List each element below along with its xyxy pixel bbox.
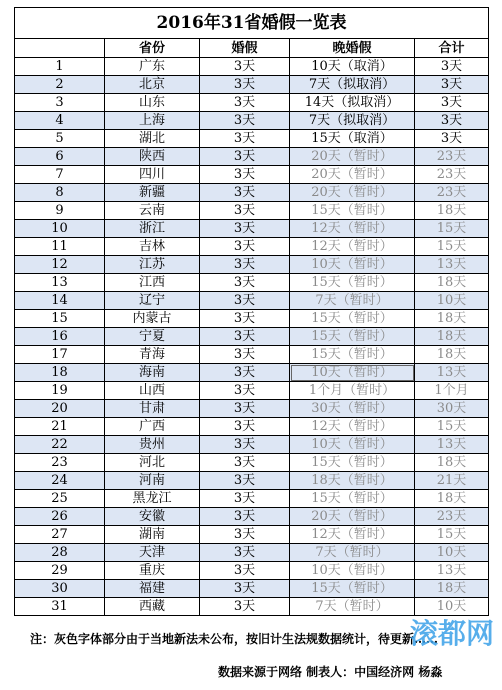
province-cell: 贵州	[105, 436, 200, 454]
late-marriage-leave-cell: 1个月（暂时）	[290, 382, 415, 400]
header-province: 省份	[105, 39, 200, 58]
late-marriage-leave-cell: 20天（暂时）	[290, 508, 415, 526]
table-row	[15, 274, 489, 292]
table-row	[15, 130, 489, 148]
header-row	[15, 39, 489, 58]
total-cell: 23天	[415, 148, 489, 166]
row-number: 2	[15, 76, 105, 94]
province-cell: 湖南	[105, 526, 200, 544]
marriage-leave-cell: 3天	[200, 184, 290, 202]
total-cell: 18天	[415, 310, 489, 328]
total-cell: 18天	[415, 454, 489, 472]
table-row	[15, 184, 489, 202]
total-cell: 13天	[415, 256, 489, 274]
marriage-leave-cell: 3天	[200, 256, 290, 274]
province-cell: 天津	[105, 544, 200, 562]
late-marriage-leave-cell: 7天（暂时）	[290, 598, 415, 616]
total-cell: 10天	[415, 598, 489, 616]
marriage-leave-cell: 3天	[200, 580, 290, 598]
table-row	[15, 382, 489, 400]
marriage-leave-cell: 3天	[200, 292, 290, 310]
row-number: 1	[15, 58, 105, 76]
table-row	[15, 544, 489, 562]
late-marriage-leave-cell: 18天（暂时）	[290, 472, 415, 490]
province-cell: 云南	[105, 202, 200, 220]
table-row	[15, 202, 489, 220]
row-number: 10	[15, 220, 105, 238]
marriage-leave-table	[14, 7, 489, 616]
marriage-leave-cell: 3天	[200, 130, 290, 148]
province-cell: 内蒙古	[105, 310, 200, 328]
province-cell: 宁夏	[105, 328, 200, 346]
row-number: 28	[15, 544, 105, 562]
total-cell: 15天	[415, 526, 489, 544]
province-cell: 海南	[105, 364, 200, 382]
marriage-leave-cell: 3天	[200, 382, 290, 400]
row-number: 16	[15, 328, 105, 346]
late-marriage-leave-cell: 7天（拟取消）	[290, 112, 415, 130]
province-cell: 青海	[105, 346, 200, 364]
late-marriage-leave-cell: 7天（拟取消）	[290, 76, 415, 94]
table-row	[15, 238, 489, 256]
marriage-leave-cell: 3天	[200, 148, 290, 166]
late-marriage-leave-cell: 15天（暂时）	[290, 202, 415, 220]
marriage-leave-cell: 3天	[200, 562, 290, 580]
row-number: 15	[15, 310, 105, 328]
marriage-leave-cell: 3天	[200, 346, 290, 364]
table-row	[15, 148, 489, 166]
late-marriage-leave-cell: 15天（暂时）	[290, 328, 415, 346]
late-marriage-leave-cell: 20天（暂时）	[290, 166, 415, 184]
row-number: 25	[15, 490, 105, 508]
row-number: 27	[15, 526, 105, 544]
province-cell: 黑龙江	[105, 490, 200, 508]
province-cell: 辽宁	[105, 292, 200, 310]
marriage-leave-cell: 3天	[200, 310, 290, 328]
row-number: 3	[15, 94, 105, 112]
marriage-leave-cell: 3天	[200, 526, 290, 544]
header-late-marriage-leave: 晚婚假	[290, 39, 415, 58]
marriage-leave-cell: 3天	[200, 418, 290, 436]
province-cell: 广东	[105, 58, 200, 76]
row-number: 26	[15, 508, 105, 526]
province-cell: 新疆	[105, 184, 200, 202]
total-cell: 30天	[415, 400, 489, 418]
row-number: 18	[15, 364, 105, 382]
late-marriage-leave-cell: 12天（暂时）	[290, 418, 415, 436]
total-cell: 18天	[415, 580, 489, 598]
table-row	[15, 490, 489, 508]
marriage-leave-cell: 3天	[200, 76, 290, 94]
total-cell: 23天	[415, 166, 489, 184]
late-marriage-leave-cell: 7天（暂时）	[290, 544, 415, 562]
marriage-leave-cell: 3天	[200, 58, 290, 76]
row-number: 31	[15, 598, 105, 616]
table-row	[15, 94, 489, 112]
province-cell: 安徽	[105, 508, 200, 526]
total-cell: 18天	[415, 202, 489, 220]
table-row	[15, 256, 489, 274]
late-marriage-leave-cell: 7天（暂时）	[290, 292, 415, 310]
province-cell: 山东	[105, 94, 200, 112]
total-cell: 10天	[415, 292, 489, 310]
total-cell: 18天	[415, 346, 489, 364]
total-cell: 21天	[415, 472, 489, 490]
row-number: 6	[15, 148, 105, 166]
late-marriage-leave-cell: 10天（暂时）	[290, 364, 415, 382]
province-cell: 重庆	[105, 562, 200, 580]
late-marriage-leave-cell: 12天（暂时）	[290, 238, 415, 256]
table-row	[15, 418, 489, 436]
late-marriage-leave-cell: 15天（暂时）	[290, 490, 415, 508]
table-row	[15, 562, 489, 580]
total-cell: 23天	[415, 184, 489, 202]
table-row	[15, 328, 489, 346]
late-marriage-leave-cell: 14天（拟取消）	[290, 94, 415, 112]
marriage-leave-cell: 3天	[200, 508, 290, 526]
header-total: 合计	[415, 39, 489, 58]
province-cell: 江西	[105, 274, 200, 292]
province-cell: 湖北	[105, 130, 200, 148]
province-cell: 河北	[105, 454, 200, 472]
total-cell: 13天	[415, 436, 489, 454]
late-marriage-leave-cell: 10天（暂时）	[290, 562, 415, 580]
total-cell: 15天	[415, 238, 489, 256]
row-number: 11	[15, 238, 105, 256]
table-row	[15, 292, 489, 310]
table-row	[15, 76, 489, 94]
marriage-leave-cell: 3天	[200, 436, 290, 454]
total-cell: 15天	[415, 418, 489, 436]
marriage-leave-cell: 3天	[200, 598, 290, 616]
row-number: 5	[15, 130, 105, 148]
late-marriage-leave-cell: 10天（暂时）	[290, 436, 415, 454]
row-number: 12	[15, 256, 105, 274]
table-row	[15, 58, 489, 76]
total-cell: 3天	[415, 130, 489, 148]
row-number: 7	[15, 166, 105, 184]
table-row	[15, 472, 489, 490]
province-cell: 河南	[105, 472, 200, 490]
row-number: 14	[15, 292, 105, 310]
header-marriage-leave: 婚假	[200, 39, 290, 58]
row-number: 8	[15, 184, 105, 202]
late-marriage-leave-cell: 15天（暂时）	[290, 310, 415, 328]
table-row	[15, 166, 489, 184]
marriage-leave-cell: 3天	[200, 238, 290, 256]
header-no	[15, 39, 105, 58]
total-cell: 18天	[415, 490, 489, 508]
marriage-leave-cell: 3天	[200, 94, 290, 112]
row-number: 19	[15, 382, 105, 400]
late-marriage-leave-cell: 30天（暂时）	[290, 400, 415, 418]
row-number: 4	[15, 112, 105, 130]
table-row	[15, 580, 489, 598]
late-marriage-leave-cell: 10天（暂时）	[290, 256, 415, 274]
marriage-leave-cell: 3天	[200, 112, 290, 130]
table-row	[15, 454, 489, 472]
row-number: 24	[15, 472, 105, 490]
marriage-leave-cell: 3天	[200, 364, 290, 382]
marriage-leave-cell: 3天	[200, 490, 290, 508]
table-row	[15, 400, 489, 418]
province-cell: 山西	[105, 382, 200, 400]
late-marriage-leave-cell: 10天（取消）	[290, 58, 415, 76]
table-row	[15, 310, 489, 328]
marriage-leave-cell: 3天	[200, 454, 290, 472]
late-marriage-leave-cell: 12天（暂时）	[290, 526, 415, 544]
late-marriage-leave-cell: 15天（暂时）	[290, 454, 415, 472]
row-number: 9	[15, 202, 105, 220]
late-marriage-leave-cell: 15天（暂时）	[290, 580, 415, 598]
marriage-leave-cell: 3天	[200, 220, 290, 238]
late-marriage-leave-cell: 20天（暂时）	[290, 148, 415, 166]
total-cell: 1个月	[415, 382, 489, 400]
row-number: 23	[15, 454, 105, 472]
row-number: 20	[15, 400, 105, 418]
data-source: 数据来源于网络 制表人：中国经济网 杨淼	[218, 665, 443, 679]
province-cell: 陕西	[105, 148, 200, 166]
table-row	[15, 220, 489, 238]
row-number: 22	[15, 436, 105, 454]
marriage-leave-cell: 3天	[200, 472, 290, 490]
spreadsheet	[14, 7, 488, 616]
row-number: 13	[15, 274, 105, 292]
late-marriage-leave-cell: 20天（暂时）	[290, 184, 415, 202]
total-cell: 13天	[415, 364, 489, 382]
footnote: 注：灰色字体部分由于当地新法未公布，按旧计生法规数据统计，待更新……	[30, 632, 439, 646]
province-cell: 四川	[105, 166, 200, 184]
table-row	[15, 112, 489, 130]
total-cell: 18天	[415, 328, 489, 346]
marriage-leave-cell: 3天	[200, 274, 290, 292]
total-cell: 15天	[415, 220, 489, 238]
province-cell: 吉林	[105, 238, 200, 256]
late-marriage-leave-cell: 15天（暂时）	[290, 274, 415, 292]
total-cell: 23天	[415, 508, 489, 526]
marriage-leave-cell: 3天	[200, 166, 290, 184]
total-cell: 10天	[415, 544, 489, 562]
table-row	[15, 508, 489, 526]
total-cell: 3天	[415, 58, 489, 76]
total-cell: 18天	[415, 274, 489, 292]
marriage-leave-cell: 3天	[200, 202, 290, 220]
late-marriage-leave-cell: 15天（暂时）	[290, 346, 415, 364]
marriage-leave-cell: 3天	[200, 328, 290, 346]
row-number: 21	[15, 418, 105, 436]
total-cell: 3天	[415, 112, 489, 130]
marriage-leave-cell: 3天	[200, 400, 290, 418]
province-cell: 上海	[105, 112, 200, 130]
table-row	[15, 364, 489, 382]
marriage-leave-cell: 3天	[200, 544, 290, 562]
total-cell: 3天	[415, 94, 489, 112]
table-row	[15, 436, 489, 454]
province-cell: 甘肃	[105, 400, 200, 418]
watermark-logo: 滚都网	[409, 617, 494, 650]
province-cell: 福建	[105, 580, 200, 598]
row-number: 30	[15, 580, 105, 598]
province-cell: 西藏	[105, 598, 200, 616]
table-row	[15, 526, 489, 544]
table-title: 2016年31省婚假一览表	[15, 8, 489, 39]
province-cell: 广西	[105, 418, 200, 436]
province-cell: 浙江	[105, 220, 200, 238]
province-cell: 江苏	[105, 256, 200, 274]
row-number: 17	[15, 346, 105, 364]
total-cell: 13天	[415, 562, 489, 580]
province-cell: 北京	[105, 76, 200, 94]
row-number: 29	[15, 562, 105, 580]
table-row	[15, 346, 489, 364]
late-marriage-leave-cell: 12天（暂时）	[290, 220, 415, 238]
total-cell: 3天	[415, 76, 489, 94]
late-marriage-leave-cell: 15天（取消）	[290, 130, 415, 148]
